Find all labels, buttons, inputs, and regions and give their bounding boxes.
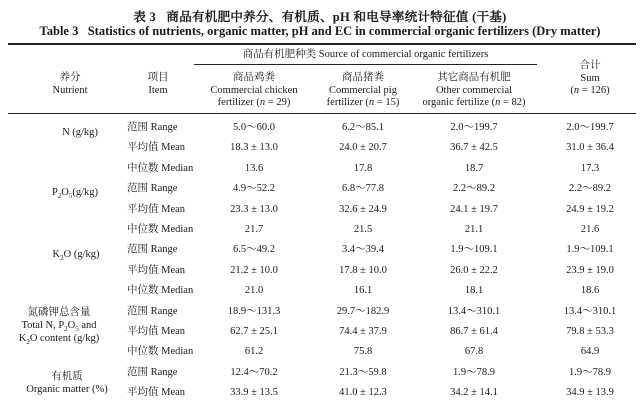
chicken-cell: 12.4～70.2 xyxy=(230,366,278,378)
caption-label-cn: 表 3 xyxy=(133,10,157,24)
other-cell: 2.2～89.2 xyxy=(453,183,495,195)
other-cell: 18.7 xyxy=(464,162,484,174)
other-cell: 18.1 xyxy=(464,285,484,297)
chicken-cell: 21.7 xyxy=(244,224,264,235)
item-header xyxy=(118,72,198,97)
caption-title-en: Statistics of nutrients, organic matter, pH and EC in commercial organic fertilizers (Dry matter) xyxy=(87,24,601,38)
pig-cell: 41.0 ± 12.3 xyxy=(339,387,387,399)
chicken-header-cn: 商品鸡粪 xyxy=(233,72,275,83)
pig-column-header xyxy=(308,72,418,110)
table-caption-en xyxy=(0,24,640,39)
pig-cell: 29.7～182.9 xyxy=(336,305,390,317)
sum-header-n xyxy=(540,85,640,98)
nutrient-header-en: Nutrient xyxy=(52,84,88,96)
chicken-cell: 21.2 ± 10.0 xyxy=(230,264,278,276)
other-cell: 67.8 xyxy=(464,346,484,358)
sum-cell: 17.3 xyxy=(580,162,600,174)
sum-cell: 1.9～109.1 xyxy=(566,244,614,256)
chicken-cell: 62.7 ± 25.1 xyxy=(230,326,278,337)
sum-cell: 64.9 xyxy=(580,346,600,358)
other-n-prefix: ( xyxy=(491,97,496,108)
item-cell: 平均值 Mean xyxy=(127,142,186,154)
sum-cell: 21.6 xyxy=(580,224,600,235)
item-cell: 范围 Range xyxy=(127,244,178,256)
pig-cell: 75.8 xyxy=(353,346,373,358)
caption-title-cn: 商品有机肥中养分、有机质、pH 和电导率统计特征值 (干基) xyxy=(166,10,507,24)
pig-cell: 21.5 xyxy=(353,224,373,235)
sum-cell: 2.2～89.2 xyxy=(569,183,611,195)
item-cell: 范围 Range xyxy=(127,305,178,317)
source-group-header: 商品有机肥种类 Source of commercial organic fertilizers xyxy=(242,49,489,60)
nutrient-label: N (g/kg) xyxy=(62,127,98,138)
pig-cell: 21.3～59.8 xyxy=(339,366,387,378)
pig-cell: 6.2～85.1 xyxy=(342,122,384,133)
top-rule xyxy=(8,43,636,45)
nutrient-label: $K_2O$ (g/kg) xyxy=(52,249,100,263)
pig-header-en2 xyxy=(308,97,418,110)
sum-cell: 13.4～310.1 xyxy=(563,305,617,317)
pig-cell: 24.0 ± 20.7 xyxy=(339,142,387,154)
chicken-cell: 13.6 xyxy=(244,162,264,174)
chicken-cell: 4.9～52.2 xyxy=(233,183,275,195)
other-cell: 13.4～310.1 xyxy=(447,305,501,317)
other-header-en1: Other commercial xyxy=(435,84,513,96)
sum-cell: 18.6 xyxy=(580,285,600,297)
nutrient-label: 有机质 Organic matter (%) xyxy=(26,371,108,395)
chicken-n-label: n xyxy=(259,97,266,108)
item-header-en: Item xyxy=(148,84,168,96)
pig-cell: 74.4 ± 37.9 xyxy=(339,326,387,337)
sum-n-prefix: ( xyxy=(570,85,574,96)
chicken-cell: 61.2 xyxy=(244,346,264,358)
chicken-column-header xyxy=(194,72,314,110)
other-header-cn: 其它商品有机肥 xyxy=(437,72,511,83)
item-cell: 平均值 Mean xyxy=(127,203,186,215)
item-header-cn: 项目 xyxy=(147,72,169,83)
pig-cell: 3.4～39.4 xyxy=(342,244,384,256)
sum-cell: 1.9～78.9 xyxy=(569,366,611,378)
chicken-cell: 33.9 ± 13.5 xyxy=(230,387,278,399)
pig-cell: 17.8 xyxy=(353,162,373,174)
other-header-en2 xyxy=(404,97,544,110)
pig-cell: 32.6 ± 24.9 xyxy=(339,203,387,215)
chicken-header-en2-text: fertilizer xyxy=(217,97,254,108)
other-cell: 86.7 ± 61.4 xyxy=(450,326,498,337)
chicken-header-en1: Commercial chicken xyxy=(210,84,298,96)
nutrient-label: $P_2O_5(g/kg)$ xyxy=(51,187,99,201)
other-cell: 1.9～109.1 xyxy=(450,244,498,256)
pig-n-prefix: ( xyxy=(365,97,369,108)
header-bottom-rule xyxy=(8,113,636,114)
sum-header-en: Sum xyxy=(580,72,600,84)
pig-header-cn: 商品猪粪 xyxy=(342,72,384,83)
item-cell: 平均值 Mean xyxy=(127,387,186,399)
item-cell: 范围 Range xyxy=(127,366,178,378)
item-cell: 范围 Range xyxy=(127,122,178,133)
item-cell: 中位数 Median xyxy=(127,162,194,174)
chicken-cell: 18.3 ± 13.0 xyxy=(230,142,278,154)
chicken-n-prefix: ( xyxy=(256,97,260,108)
pig-header-en2-text: fertilizer xyxy=(326,97,363,108)
item-cell: 平均值 Mean xyxy=(127,264,186,276)
pig-cell: 16.1 xyxy=(353,285,373,297)
item-cell: 中位数 Median xyxy=(127,224,194,235)
chicken-cell: 18.9～131.3 xyxy=(227,305,281,317)
sum-n-label: n xyxy=(573,85,580,96)
other-cell: 2.0～199.7 xyxy=(450,122,498,133)
pig-cell: 6.8～77.8 xyxy=(342,183,384,195)
sum-n-value: = 126) xyxy=(579,85,610,96)
nutrient-header-cn: 养分 xyxy=(59,72,81,83)
chicken-cell: 6.5～49.2 xyxy=(233,244,275,256)
other-n-value: = 82) xyxy=(500,97,526,108)
chicken-header-en2 xyxy=(194,97,314,110)
pig-header-en1: Commercial pig xyxy=(329,84,397,96)
other-cell: 24.1 ± 19.7 xyxy=(450,203,498,215)
other-cell: 36.7 ± 42.5 xyxy=(450,142,498,154)
other-n-label: n xyxy=(495,97,501,108)
chicken-n-value: = 29) xyxy=(265,97,291,108)
chicken-cell: 23.3 ± 13.0 xyxy=(230,203,278,215)
sum-cell: 24.9 ± 19.2 xyxy=(566,203,614,215)
other-cell: 34.2 ± 14.1 xyxy=(450,387,498,399)
item-cell: 中位数 Median xyxy=(127,346,194,358)
pig-n-value: = 15) xyxy=(374,97,400,108)
sum-cell: 34.9 ± 13.9 xyxy=(566,387,614,399)
item-cell: 平均值 Mean xyxy=(127,326,186,337)
item-cell: 范围 Range xyxy=(127,183,178,195)
sum-cell: 23.9 ± 19.0 xyxy=(566,264,614,276)
pig-n-label: n xyxy=(368,97,375,108)
sum-cell: 2.0～199.7 xyxy=(566,122,614,133)
other-cell: 1.9～78.9 xyxy=(453,366,495,378)
other-cell: 21.1 xyxy=(464,224,484,235)
sum-cell: 31.0 ± 36.4 xyxy=(566,142,614,154)
caption-label-en: Table 3 xyxy=(39,24,79,38)
sum-cell: 79.8 ± 53.3 xyxy=(566,326,614,337)
chicken-cell: 21.0 xyxy=(244,285,264,297)
nutrient-label: 氮磷钾总含量 Total N, $P_2O_5$ and $K_2O$ content (g/kg) xyxy=(18,307,100,347)
sum-column-header xyxy=(540,60,640,98)
nutrient-header xyxy=(30,72,110,97)
other-header-en2-text: organic fertilize xyxy=(422,97,490,108)
other-cell: 26.0 ± 22.2 xyxy=(450,264,498,276)
item-cell: 中位数 Median xyxy=(127,285,194,297)
pig-cell: 17.8 ± 10.0 xyxy=(339,264,387,276)
sum-header-cn: 合计 xyxy=(579,60,601,71)
group-header-rule xyxy=(194,64,537,65)
other-column-header xyxy=(404,72,544,110)
table-caption-cn xyxy=(0,7,640,25)
chicken-cell: 5.0～60.0 xyxy=(233,122,275,133)
